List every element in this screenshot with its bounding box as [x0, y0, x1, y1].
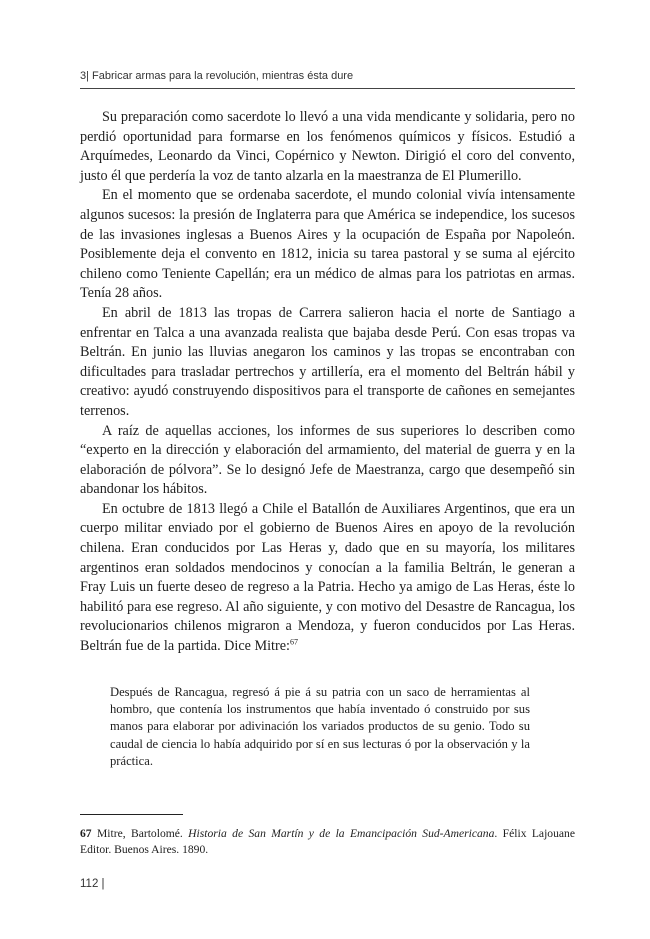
header-rule — [80, 88, 575, 89]
paragraph-3: En abril de 1813 las tropas de Carrera salieron hacia el norte de Santiago a enfrentar en Talca a una avanzada realista que bajaba desde Perú. Con esas tropas va Beltrán. En junio las lluvias anegaron los caminos y las tropas se encontraban con dificultades para trasladar pertrechos y artillería, era el momento del Beltrán hábil y creativo: ayudó construyendo dispositivos para el transporte de cañones en semejantes terrenos. — [80, 304, 575, 419]
paragraph-1: Su preparación como sacerdote lo llevó a una vida mendicante y solidaria, pero no perdió oportunidad para formarse en los fenómenos químicos y físicos. Estudió a Arquímedes, Leonardo da Vinci, Copérnico y Newton. Dirigió el coro del convento, justo él que perdería la voz de tanto alzarla en la maestranza de El Plumerillo. — [80, 109, 575, 184]
paragraph-5-text: En octubre de 1813 llegó a Chile el Batallón de Auxiliares Argentinos, que era un cuerpo militar enviado por el gobierno de Buenos Aires en apoyo de la revolución chilena. Eran conducidos por Las Heras y, dado que en su mayoría, los militares argentinos eran soldados mendocinos y conocían a la familia Beltrán, le generan a Fray Luis un fuerte deseo de regreso a la Patria. Hecho ya amigo de Las Heras, éste lo habilitó para ese regreso. Al año siguiente, y con motivo del Desastre de Rancagua, los revolucionarios chilenos migraron a Mendoza, y fueron conducidos por Las Heras. Beltrán fue de la partida. Dice Mitre: — [80, 500, 575, 655]
paragraph-4: A raíz de aquellas acciones, los informes de sus superiores lo describen como “experto en la dirección y elaboración del armamiento, del material de guerra y en la elaboración de pólvora”. Se lo designó Jefe de Maestranza, cargo que desempeñó sin abandonar los hábitos. — [80, 422, 575, 498]
running-header: 3| Fabricar armas para la revolución, mientras ésta dure — [80, 70, 354, 82]
body-text — [80, 108, 575, 657]
footnote-number: 67 — [80, 827, 92, 840]
footnote-reference[interactable]: 67 — [289, 637, 298, 647]
page-number: 112 | — [80, 878, 105, 890]
footnote-title: Historia de San Martín y de la Emancipación Sud-Americana — [188, 827, 495, 840]
footnote — [80, 826, 575, 858]
footnote-publication: . Félix Lajouane Editor. Buenos Aires. 1890. — [80, 827, 575, 856]
block-quote: Después de Rancagua, regresó á pie á su patria con un saco de herramientas al hombro, que contenía los instrumentos que había inventado ó construido por sus manos para elaborar por adivinación los variados productos de su genio. Todo su caudal de ciencia lo había adquirido por sí en sus lecturas ó por la observación y la práctica. — [110, 685, 530, 768]
paragraph-5 — [80, 500, 575, 657]
footnote-author: Mitre, Bartolomé. — [96, 827, 183, 840]
paragraph-2: En el momento que se ordenaba sacerdote, el mundo colonial vivía intensamente algunos sucesos: la presión de Inglaterra para que América se independice, los sucesos de las invasiones inglesas a Buenos Aires y la ocupación de España por Napoleón. Posiblemente deja el convento en 1812, inicia su tarea pastoral y se suma al ejército chileno como Teniente Capellán; era un médico de almas para los patriotas en armas. Tenía 28 años. — [80, 187, 575, 302]
footnote-rule — [80, 814, 183, 815]
